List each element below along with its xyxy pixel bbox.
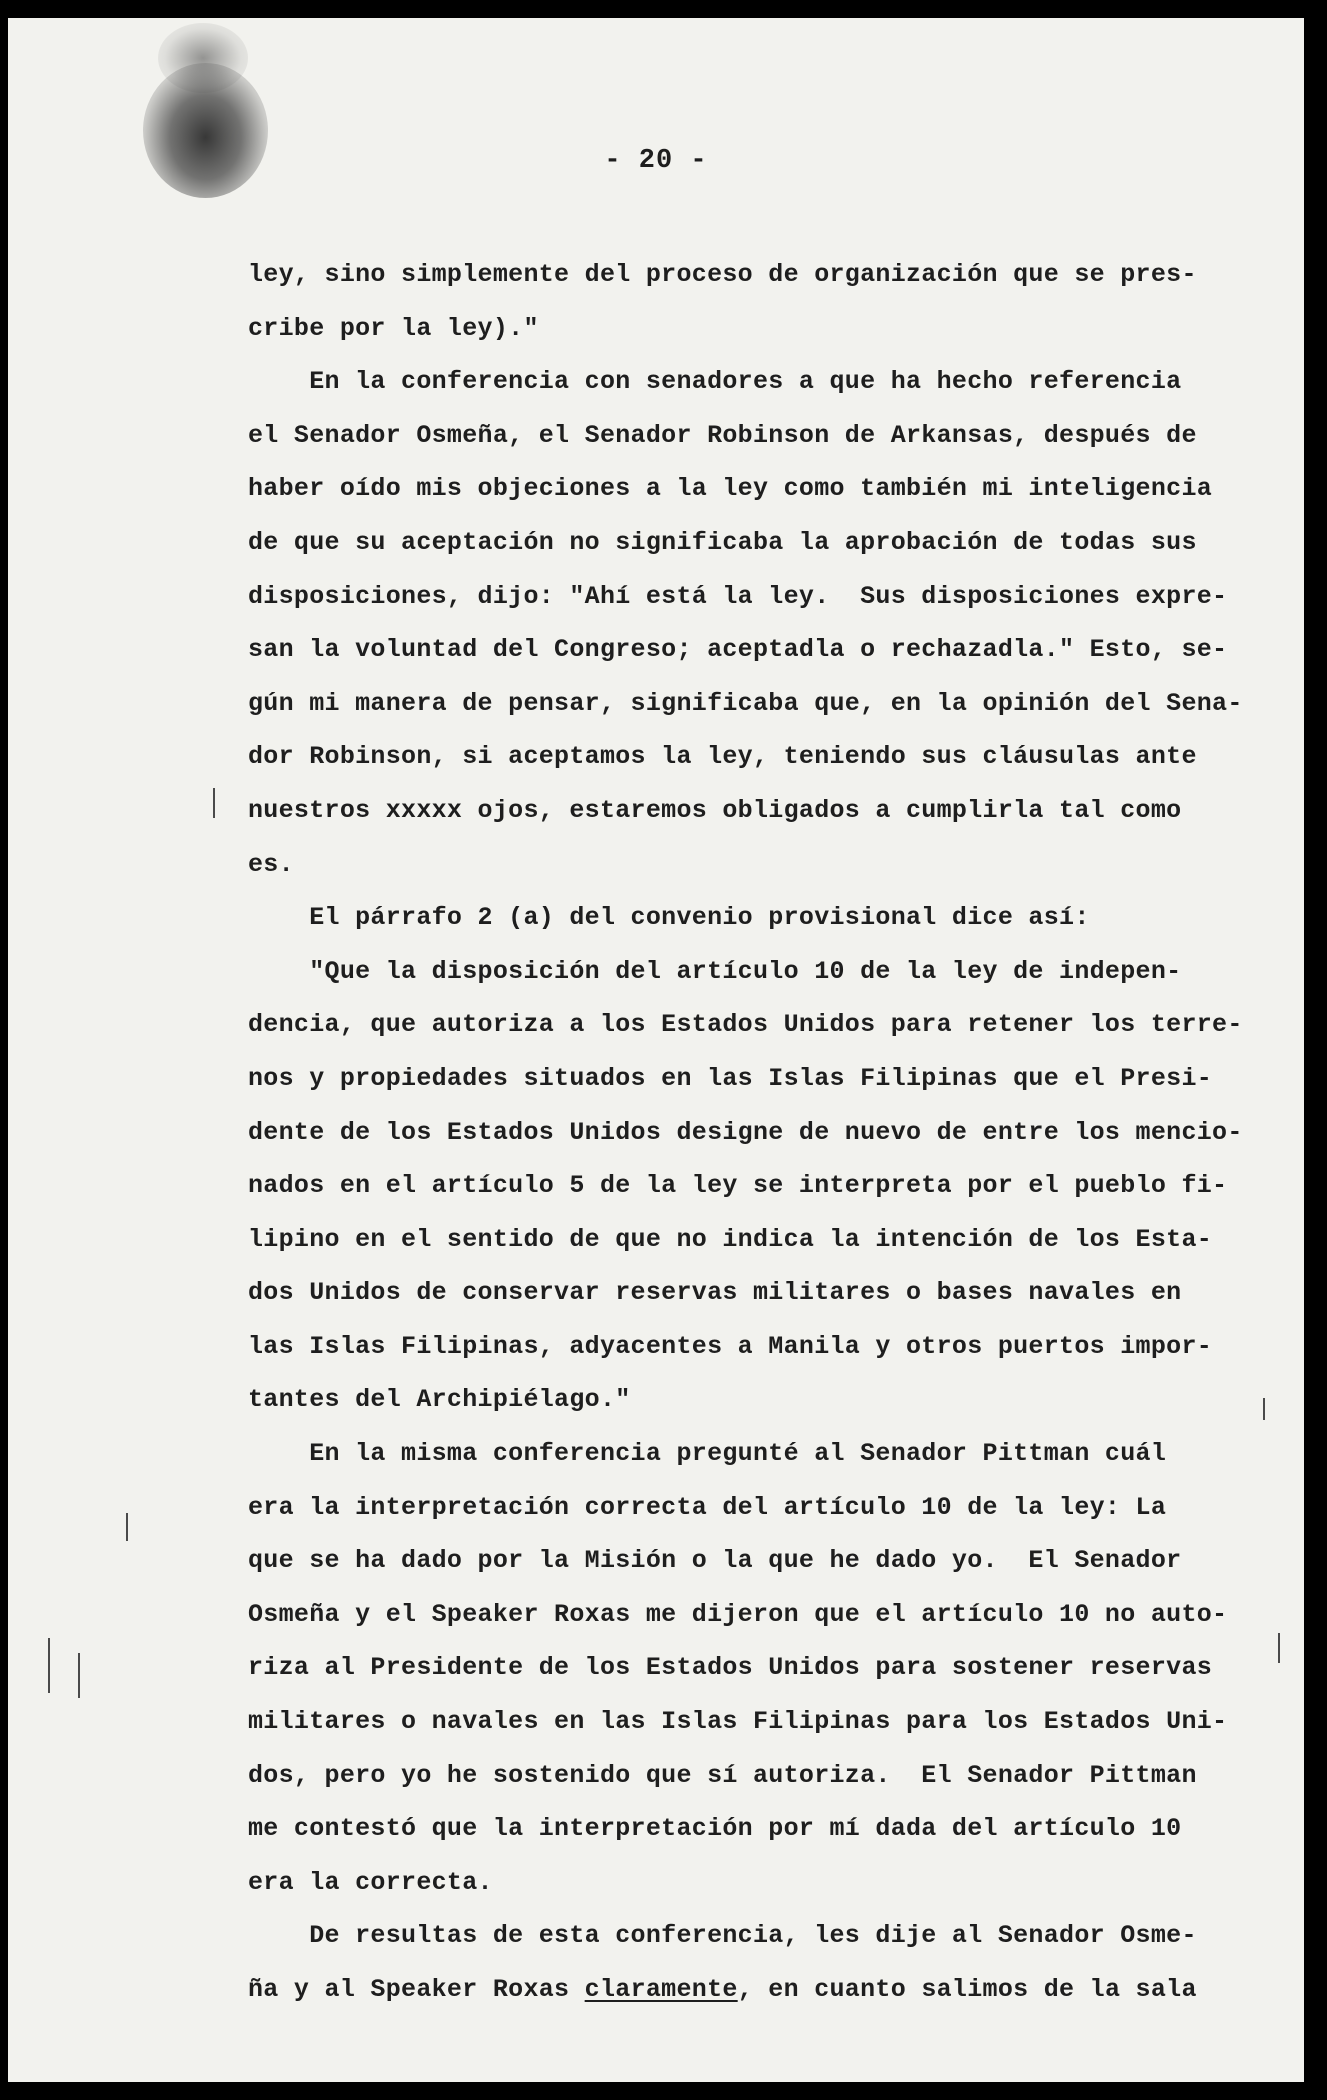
text-line <box>248 891 1288 945</box>
text-line <box>248 1481 1288 1535</box>
text-line-content: En la conferencia con senadores a que ha hecho referencia <box>248 367 1182 397</box>
text-line-content: san la voluntad del Congreso; aceptadla o rechazadla." Esto, se- <box>248 635 1228 665</box>
text-line <box>248 1749 1288 1803</box>
text-line-content: nuestros xxxxx ojos, estaremos obligados a cumplirla tal como <box>248 795 1182 825</box>
text-line <box>248 1588 1288 1642</box>
text-line-content: lipino en el sentido de que no indica la intención de los Esta- <box>248 1224 1213 1254</box>
text-line-content: que se ha dado por la Misión o la que he dado yo. El Senador <box>248 1546 1182 1576</box>
text-line-content: "Que la disposición del artículo 10 de la ley de indepen- <box>248 956 1182 986</box>
text-line <box>248 1213 1288 1267</box>
text-line <box>248 1373 1288 1427</box>
text-line-content: dencia, que autoriza a los Estados Unidos para retener los terre- <box>248 1010 1243 1040</box>
document-page <box>8 18 1304 2082</box>
text-line-content: dor Robinson, si aceptamos la ley, teniendo sus cláusulas ante <box>248 742 1197 772</box>
text-line <box>248 1427 1288 1481</box>
text-line <box>248 248 1288 302</box>
text-line-content: de que su aceptación no significaba la aprobación de todas sus <box>248 527 1197 557</box>
text-line <box>248 355 1288 409</box>
page-number: - 20 - <box>604 146 708 176</box>
text-line <box>248 945 1288 999</box>
text-line <box>248 1159 1288 1213</box>
text-line-content: En la misma conferencia pregunté al Senador Pittman cuál <box>248 1439 1167 1469</box>
text-line-content: riza al Presidente de los Estados Unidos para sostener reservas <box>248 1653 1213 1683</box>
text-line-content: dos, pero yo he sostenido que sí autoriza. El Senador Pittman <box>248 1760 1197 1790</box>
scan-mark <box>1263 1398 1265 1420</box>
text-line-content: nos y propiedades situados en las Islas Filipinas que el Presi- <box>248 1063 1213 1093</box>
text-line-content: disposiciones, dijo: "Ahí está la ley. Sus disposiciones expre- <box>248 581 1228 611</box>
text-line-content: cribe por la ley)." <box>248 313 539 343</box>
text-line <box>248 1641 1288 1695</box>
text-line-content: es. <box>248 849 294 879</box>
scan-mark <box>48 1638 50 1693</box>
text-line-content: dos Unidos de conservar reservas militares o bases navales en <box>248 1278 1182 1308</box>
text-line-content: ña y al Speaker Roxas <box>248 1975 585 2004</box>
text-line-content: militares o navales en las Islas Filipinas para los Estados Uni- <box>248 1707 1228 1737</box>
text-line <box>248 1052 1288 1106</box>
text-line-content: era la interpretación correcta del artículo 10 de la ley: La <box>248 1492 1167 1522</box>
text-line <box>248 1320 1288 1374</box>
text-line <box>248 1534 1288 1588</box>
text-line-content: ley, sino simplemente del proceso de organización que se pres- <box>248 260 1197 289</box>
text-line <box>248 623 1288 677</box>
text-line-content: De resultas de esta conferencia, les dije al Senador Osme- <box>248 1921 1197 1951</box>
text-line <box>248 838 1288 892</box>
text-line <box>248 1106 1288 1160</box>
text-line <box>248 570 1288 624</box>
scan-mark <box>126 1513 128 1541</box>
underlined-word: claramente <box>584 1975 738 2004</box>
text-line-content: haber oído mis objeciones a la ley como también mi inteligencia <box>248 474 1213 504</box>
text-line-content: , en cuanto salimos de la sala <box>737 1975 1197 2004</box>
text-line-content: tantes del Archipiélago." <box>248 1385 631 1415</box>
text-line <box>248 1909 1288 1963</box>
text-line <box>248 1856 1288 1910</box>
text-line <box>248 784 1288 838</box>
text-line-content: Osmeña y el Speaker Roxas me dijeron que el artículo 10 no auto- <box>248 1599 1228 1629</box>
text-line <box>248 302 1288 356</box>
body-text <box>248 248 1288 2017</box>
scan-mark <box>1278 1633 1280 1663</box>
text-line-content: El párrafo 2 (a) del convenio provisional dice así: <box>248 903 1090 933</box>
text-line-content: nados en el artículo 5 de la ley se interpreta por el pueblo fi- <box>248 1171 1228 1201</box>
text-line-content: las Islas Filipinas, adyacentes a Manila y otros puertos impor- <box>248 1331 1213 1361</box>
scan-mark <box>213 788 215 818</box>
text-line <box>248 409 1288 463</box>
scan-mark <box>78 1653 80 1698</box>
text-line <box>248 730 1288 784</box>
text-line-content: el Senador Osmeña, el Senador Robinson de Arkansas, después de <box>248 420 1197 450</box>
text-line-content: me contestó que la interpretación por mí dada del artículo 10 <box>248 1814 1182 1844</box>
text-line <box>248 1963 1288 2017</box>
text-line <box>248 462 1288 516</box>
text-line <box>248 998 1288 1052</box>
text-line <box>248 516 1288 570</box>
text-line-content: dente de los Estados Unidos designe de nuevo de entre los mencio- <box>248 1117 1243 1147</box>
text-line <box>248 1266 1288 1320</box>
text-line-content: gún mi manera de pensar, significaba que, en la opinión del Sena- <box>248 688 1243 718</box>
ink-blot <box>143 63 268 198</box>
text-line <box>248 677 1288 731</box>
text-line <box>248 1695 1288 1749</box>
text-line-content: era la correcta. <box>248 1867 493 1897</box>
text-line <box>248 1802 1288 1856</box>
